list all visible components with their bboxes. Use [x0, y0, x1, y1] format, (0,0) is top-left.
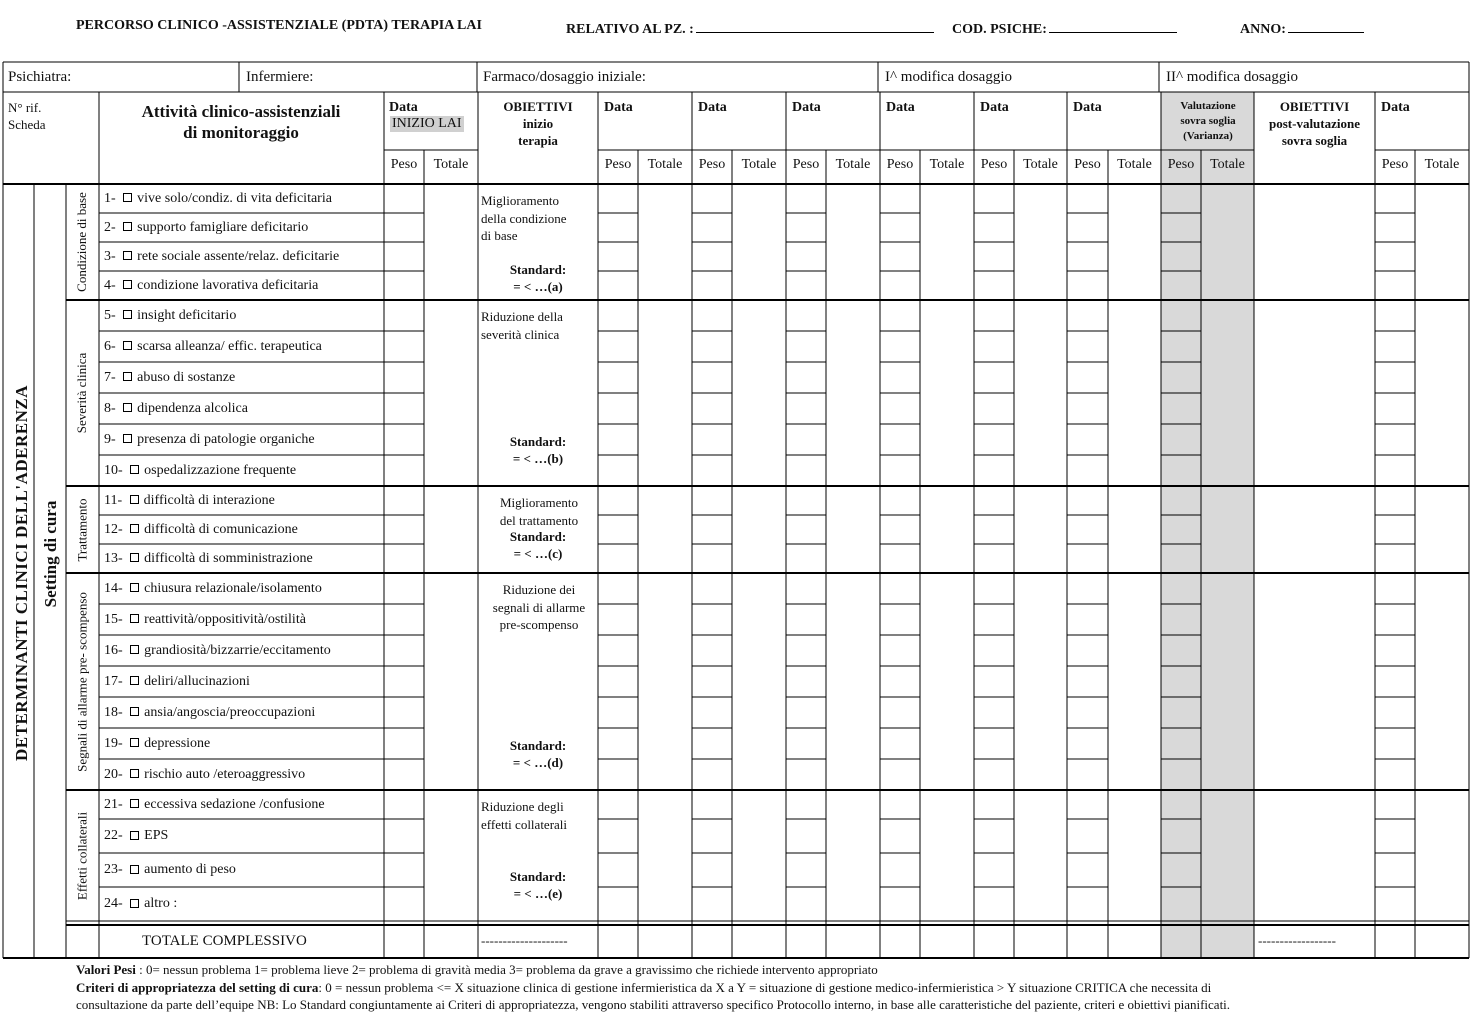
- objectives-heading-2: inizio: [522, 116, 554, 131]
- item-number: 3-: [104, 248, 120, 264]
- totale-header-6: Totale: [1117, 157, 1152, 172]
- group-objective: Riduzione dei segnali di allarme pre-scompenso: [492, 582, 586, 632]
- item-number: 10-: [104, 462, 127, 478]
- group-objective: Miglioramento della condizione di base: [481, 193, 567, 243]
- checkbox-icon[interactable]: [123, 434, 132, 443]
- item-label: rete sociale assente/relaz. deficitarie: [137, 248, 340, 264]
- activity-item: [104, 797, 325, 813]
- group-objective: Riduzione degli effetti collaterali: [481, 799, 568, 832]
- item-number: 5-: [104, 307, 120, 323]
- standard-label: Standard:: [509, 738, 567, 753]
- checkbox-icon[interactable]: [130, 831, 139, 840]
- item-label: dipendenza alcolica: [137, 400, 248, 416]
- peso-header-5: Peso: [980, 157, 1008, 172]
- item-label: vive solo/condiz. di vita deficitaria: [137, 190, 332, 206]
- item-label: EPS: [144, 828, 169, 843]
- year-label: ANNO:: [1240, 22, 1286, 37]
- activities-heading: Attività clinico-assistenziali: [141, 102, 341, 121]
- checkbox-icon[interactable]: [130, 614, 139, 623]
- item-number: 4-: [104, 277, 120, 293]
- footer-weights: [76, 962, 878, 978]
- checkbox-icon[interactable]: [130, 495, 139, 504]
- checkbox-icon[interactable]: [123, 251, 132, 260]
- psychiatrist-label: Psichiatra:: [8, 69, 72, 85]
- date-col-5: Data: [980, 100, 1009, 115]
- checkbox-icon[interactable]: [130, 707, 139, 716]
- totale-header-3: Totale: [835, 157, 871, 172]
- objectives-heading: OBIETTIVI: [503, 99, 573, 114]
- item-label: grandiosità/bizzarrie/eccitamento: [144, 642, 331, 658]
- setting-side-label: Setting di cura: [41, 500, 60, 608]
- standard-value: = < …(c): [513, 546, 563, 561]
- item-label: abuso di sostanze: [137, 369, 236, 385]
- date-start-label: Data: [389, 100, 418, 115]
- post-objectives-heading: OBIETTIVI: [1279, 99, 1350, 114]
- activity-item: [104, 581, 322, 597]
- checkbox-icon[interactable]: [123, 341, 132, 350]
- checkbox-icon[interactable]: [130, 645, 139, 654]
- group-label: Segnali di allarme pre- scompenso: [74, 591, 89, 772]
- item-label: presenza di patologie organiche: [137, 431, 315, 447]
- item-number: 18-: [104, 704, 127, 720]
- activity-item: [104, 551, 313, 567]
- item-number: 17-: [104, 673, 127, 689]
- checkbox-icon[interactable]: [130, 899, 139, 908]
- item-label: chiusura relazionale/isolamento: [144, 580, 322, 596]
- checkbox-icon[interactable]: [123, 280, 132, 289]
- item-label: altro :: [144, 896, 178, 911]
- item-number: 9-: [104, 431, 120, 447]
- drug-dosage-label: Farmaco/dosaggio iniziale:: [483, 69, 646, 85]
- ref-label-2: Scheda: [8, 117, 46, 132]
- item-number: 2-: [104, 219, 120, 235]
- item-number: 24-: [104, 896, 127, 911]
- item-label: ospedalizzazione frequente: [144, 462, 297, 478]
- activity-item: [104, 862, 236, 878]
- item-label: ansia/angoscia/preoccupazioni: [144, 704, 316, 720]
- footer-criteria-title: Criteri di appropriatezza del setting di cura: [76, 980, 319, 995]
- checkbox-icon[interactable]: [123, 310, 132, 319]
- item-label: rischio auto /eteroaggressivo: [144, 766, 306, 782]
- checkbox-icon[interactable]: [123, 372, 132, 381]
- date-col-4: Data: [886, 100, 915, 115]
- activity-item: [104, 522, 298, 538]
- standard-value: = < …(e): [513, 886, 563, 901]
- item-number: 15-: [104, 611, 127, 627]
- standard-value: = < …(b): [512, 451, 564, 466]
- code-label: COD. PSICHE:: [952, 22, 1047, 37]
- item-label: scarsa alleanza/ effic. terapeutica: [137, 338, 322, 354]
- activity-item: [104, 674, 250, 690]
- activity-item: [104, 339, 322, 355]
- nurse-label: Infermiere:: [246, 69, 314, 85]
- item-label: aumento di peso: [144, 862, 236, 877]
- date-col-post: Data: [1381, 100, 1410, 115]
- item-number: 11-: [104, 492, 126, 508]
- group-objective: Miglioramento del trattamento: [499, 495, 579, 528]
- standard-label: Standard:: [509, 869, 567, 884]
- item-number: 8-: [104, 400, 120, 416]
- checkbox-icon[interactable]: [130, 524, 139, 533]
- checkbox-icon[interactable]: [130, 738, 139, 747]
- checkbox-icon[interactable]: [130, 465, 139, 474]
- item-number: 12-: [104, 521, 127, 537]
- footer-criteria-text: : 0 = nessun problema <= X situazione clinica di gestione infermieristica da X a Y = situazione di gestione medico-infermieristica > Y situazione CRITICA che necessita di: [318, 980, 1212, 995]
- peso-header-1: Peso: [604, 157, 632, 172]
- activity-item: [104, 736, 210, 752]
- activity-item: [104, 249, 339, 265]
- item-number: 6-: [104, 338, 120, 354]
- activity-item: [104, 896, 177, 912]
- totale-header-8: Totale: [1424, 157, 1460, 172]
- peso-header-7: Peso: [1167, 157, 1195, 172]
- footer-note: consultazione da parte dell’equipe NB: Lo Standard congiuntamente ai Criteri di appropriatezza, vengono stabiliti attraverso specifico Protocollo interno, in base alle caratteristiche del paziente, criteri e obiettivi pianificati.: [76, 997, 1231, 1012]
- activities-heading-2: di monitoraggio: [183, 123, 299, 142]
- standard-label: Standard:: [509, 529, 567, 544]
- group-label: Effetti collaterali: [74, 811, 89, 900]
- peso-header-4: Peso: [886, 157, 914, 172]
- item-label: difficoltà di somministrazione: [144, 550, 313, 566]
- second-modification-label: II^ modifica dosaggio: [1166, 69, 1299, 85]
- date-col-1: Data: [604, 100, 633, 115]
- checkbox-icon[interactable]: [123, 193, 132, 202]
- item-number: 7-: [104, 369, 120, 385]
- peso-header-0: Peso: [390, 157, 418, 172]
- totale-header-5: Totale: [1023, 157, 1058, 172]
- item-number: 1-: [104, 190, 120, 206]
- determinants-side-label: DETERMINANTI CLINICI DELL'ADERENZA: [12, 385, 31, 761]
- activity-item: [104, 705, 315, 721]
- totale-header-1: Totale: [647, 157, 683, 172]
- item-label: supporto famigliare deficitario: [137, 219, 309, 235]
- total-dashes: --------------------: [481, 933, 568, 948]
- activity-item: [104, 278, 318, 294]
- date-col-3: Data: [792, 100, 821, 115]
- totale-header-0: Totale: [433, 157, 469, 172]
- date-col-6: Data: [1073, 100, 1102, 115]
- ref-label: N° rif.: [8, 100, 42, 115]
- checkbox-icon[interactable]: [130, 799, 139, 808]
- form-title: PERCORSO CLINICO -ASSISTENZIALE (PDTA) TERAPIA LAI: [76, 18, 482, 33]
- peso-header-2: Peso: [698, 157, 726, 172]
- total-label: TOTALE COMPLESSIVO: [142, 933, 307, 949]
- first-modification-label: I^ modifica dosaggio: [885, 69, 1013, 85]
- date-col-2: Data: [698, 100, 727, 115]
- group-objective: Riduzione della severità clinica: [481, 309, 563, 342]
- item-label: deliri/allucinazioni: [144, 673, 250, 689]
- activity-item: [104, 220, 308, 236]
- footer-criteria: [76, 980, 1211, 996]
- post-objectives-heading-3: sovra soglia: [1281, 133, 1348, 148]
- post-objectives-heading-2: post-valutazione: [1269, 116, 1360, 131]
- activity-item: [104, 493, 275, 509]
- activity-item: [104, 401, 248, 417]
- activity-item: [104, 191, 332, 207]
- patient-label: RELATIVO AL PZ. :: [566, 22, 694, 37]
- item-label: condizione lavorativa deficitaria: [137, 277, 319, 293]
- activity-item: [104, 370, 235, 386]
- item-label: difficoltà di interazione: [143, 492, 275, 508]
- item-label: difficoltà di comunicazione: [144, 521, 298, 537]
- standard-label: Standard:: [509, 262, 567, 277]
- checkbox-icon[interactable]: [130, 769, 139, 778]
- checkbox-icon[interactable]: [130, 583, 139, 592]
- variance-heading-3: (Varianza): [1183, 130, 1233, 142]
- item-number: 20-: [104, 766, 127, 782]
- variance-heading: Valutazione: [1180, 100, 1236, 112]
- group-label: Severità clinica: [74, 352, 89, 434]
- inizio-lai-badge: INIZIO LAI: [392, 116, 462, 131]
- item-number: 13-: [104, 550, 127, 566]
- variance-heading-2: sovra soglia: [1180, 115, 1236, 127]
- item-label: eccessiva sedazione /confusione: [144, 796, 325, 812]
- peso-header-6: Peso: [1074, 157, 1101, 172]
- activity-item: [104, 643, 331, 659]
- item-number: 23-: [104, 862, 127, 877]
- item-number: 14-: [104, 580, 127, 596]
- peso-header-8: Peso: [1381, 157, 1409, 172]
- item-number: 22-: [104, 828, 127, 843]
- standard-label: Standard:: [509, 434, 567, 449]
- activity-item: [104, 612, 306, 628]
- item-label: depressione: [144, 735, 211, 751]
- item-label: reattività/oppositività/ostilità: [144, 611, 306, 627]
- checkbox-icon[interactable]: [130, 553, 139, 562]
- footer-weights-text: : 0= nessun problema 1= problema lieve 2= problema di gravità media 3= problema da grave a gravissimo che richiede intervento appropriato: [135, 962, 878, 977]
- item-label: insight deficitario: [137, 307, 237, 323]
- peso-header-3: Peso: [792, 157, 820, 172]
- footer-weights-title: Valori Pesi: [76, 962, 136, 977]
- activity-item: [104, 463, 296, 479]
- activity-item: [104, 432, 315, 448]
- activity-item: [104, 308, 236, 324]
- standard-value: = < …(a): [513, 279, 563, 294]
- standard-value: = < …(d): [512, 755, 564, 770]
- group-label: Condizione di base: [74, 192, 89, 292]
- checkbox-icon[interactable]: [123, 222, 132, 231]
- activity-item: [104, 828, 168, 844]
- totale-header-4: Totale: [929, 157, 965, 172]
- checkbox-icon[interactable]: [123, 403, 132, 412]
- activity-item: [104, 767, 305, 783]
- total-dashes-post: ------------------: [1258, 933, 1336, 948]
- group-label: Trattamento: [74, 497, 89, 562]
- item-number: 19-: [104, 735, 127, 751]
- item-number: 21-: [104, 796, 127, 812]
- totale-header-7: Totale: [1210, 157, 1245, 172]
- totale-header-2: Totale: [741, 157, 777, 172]
- checkbox-icon[interactable]: [130, 676, 139, 685]
- item-number: 16-: [104, 642, 127, 658]
- checkbox-icon[interactable]: [130, 865, 139, 874]
- objectives-heading-3: terapia: [518, 133, 558, 148]
